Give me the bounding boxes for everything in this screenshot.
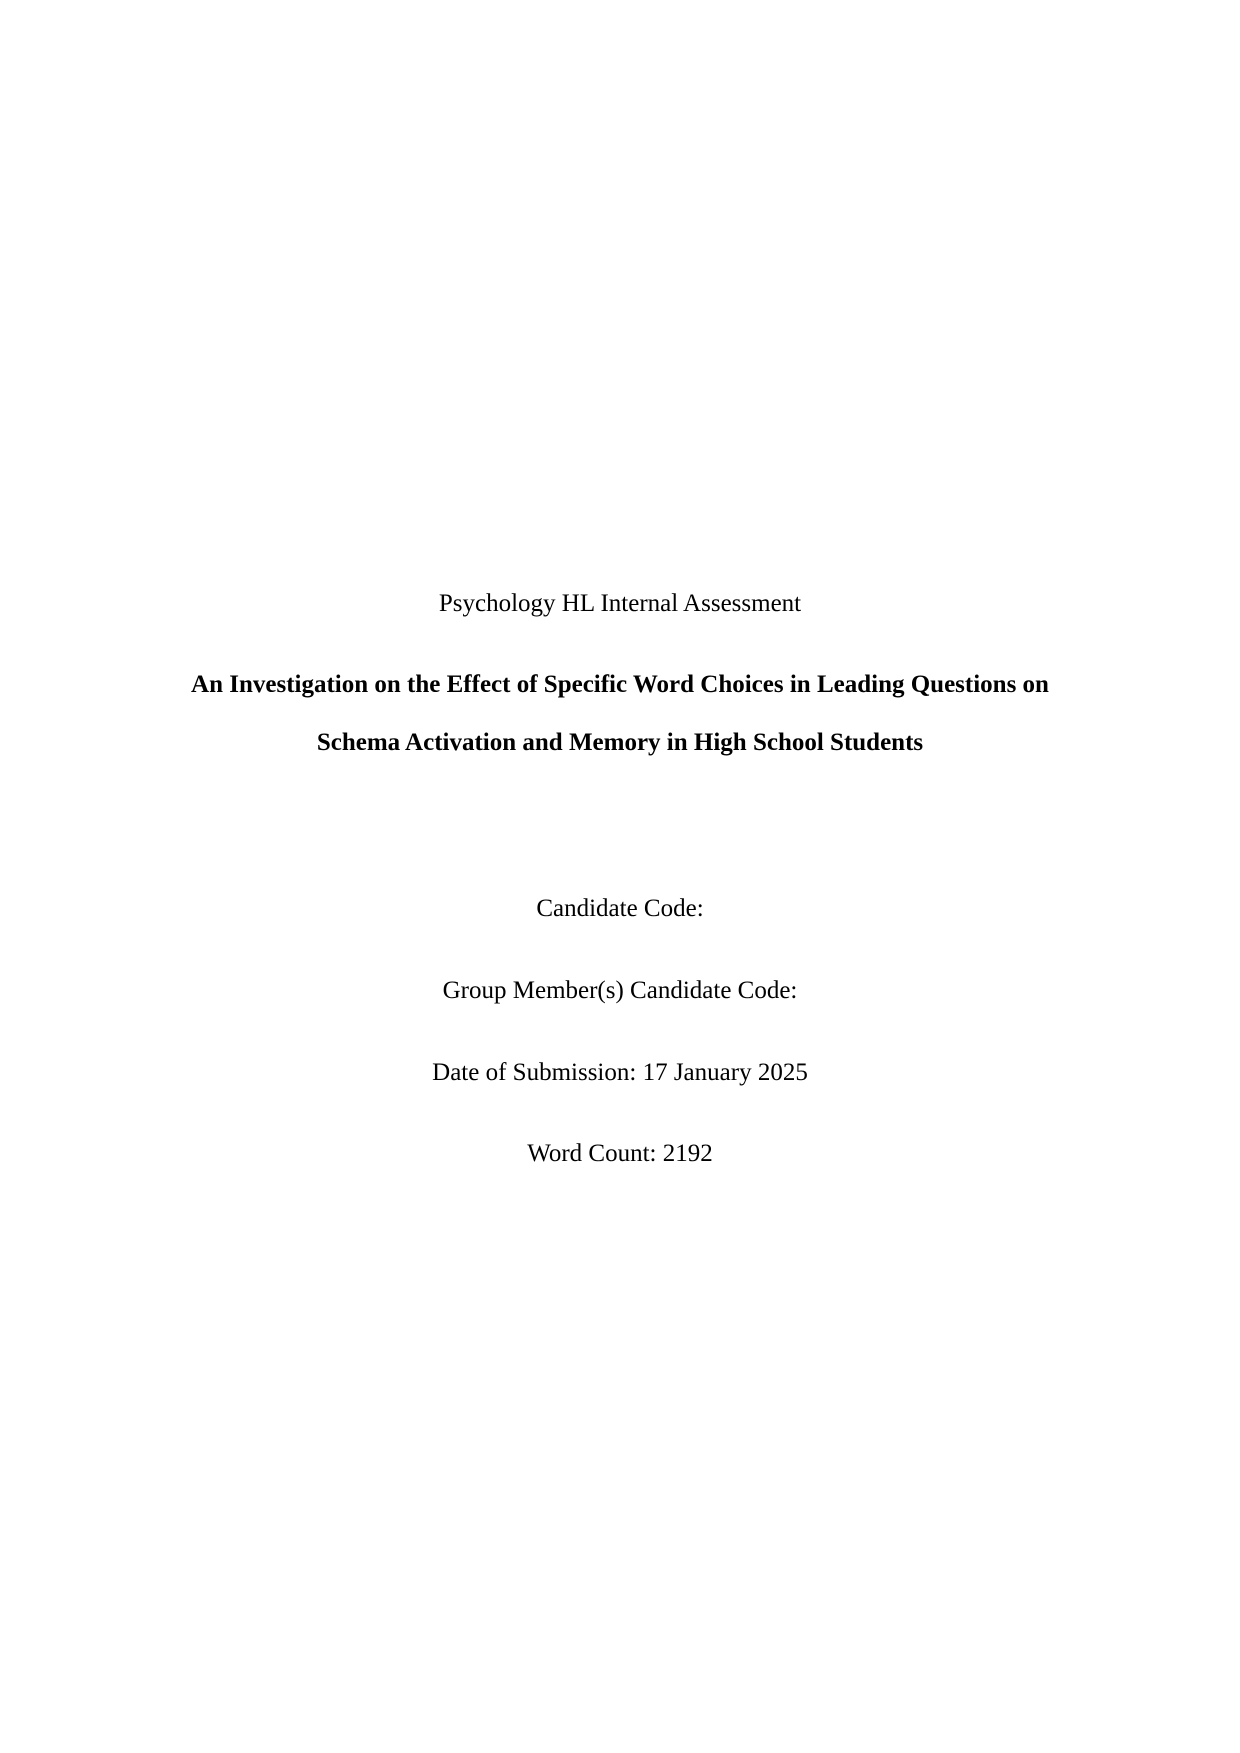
candidate-code: Candidate Code: (536, 895, 704, 922)
course-name: Psychology HL Internal Assessment (438, 590, 802, 617)
group-members-candidate-code: Group Member(s) Candidate Code: (442, 977, 798, 1004)
document-title-line-1: An Investigation on the Effect of Specific Word Choices in Leading Questions on (191, 671, 1049, 698)
word-count: Word Count: 2192 (527, 1140, 713, 1167)
document-title-line-2: Schema Activation and Memory in High School Students (316, 729, 924, 756)
date-of-submission: Date of Submission: 17 January 2025 (432, 1059, 808, 1086)
